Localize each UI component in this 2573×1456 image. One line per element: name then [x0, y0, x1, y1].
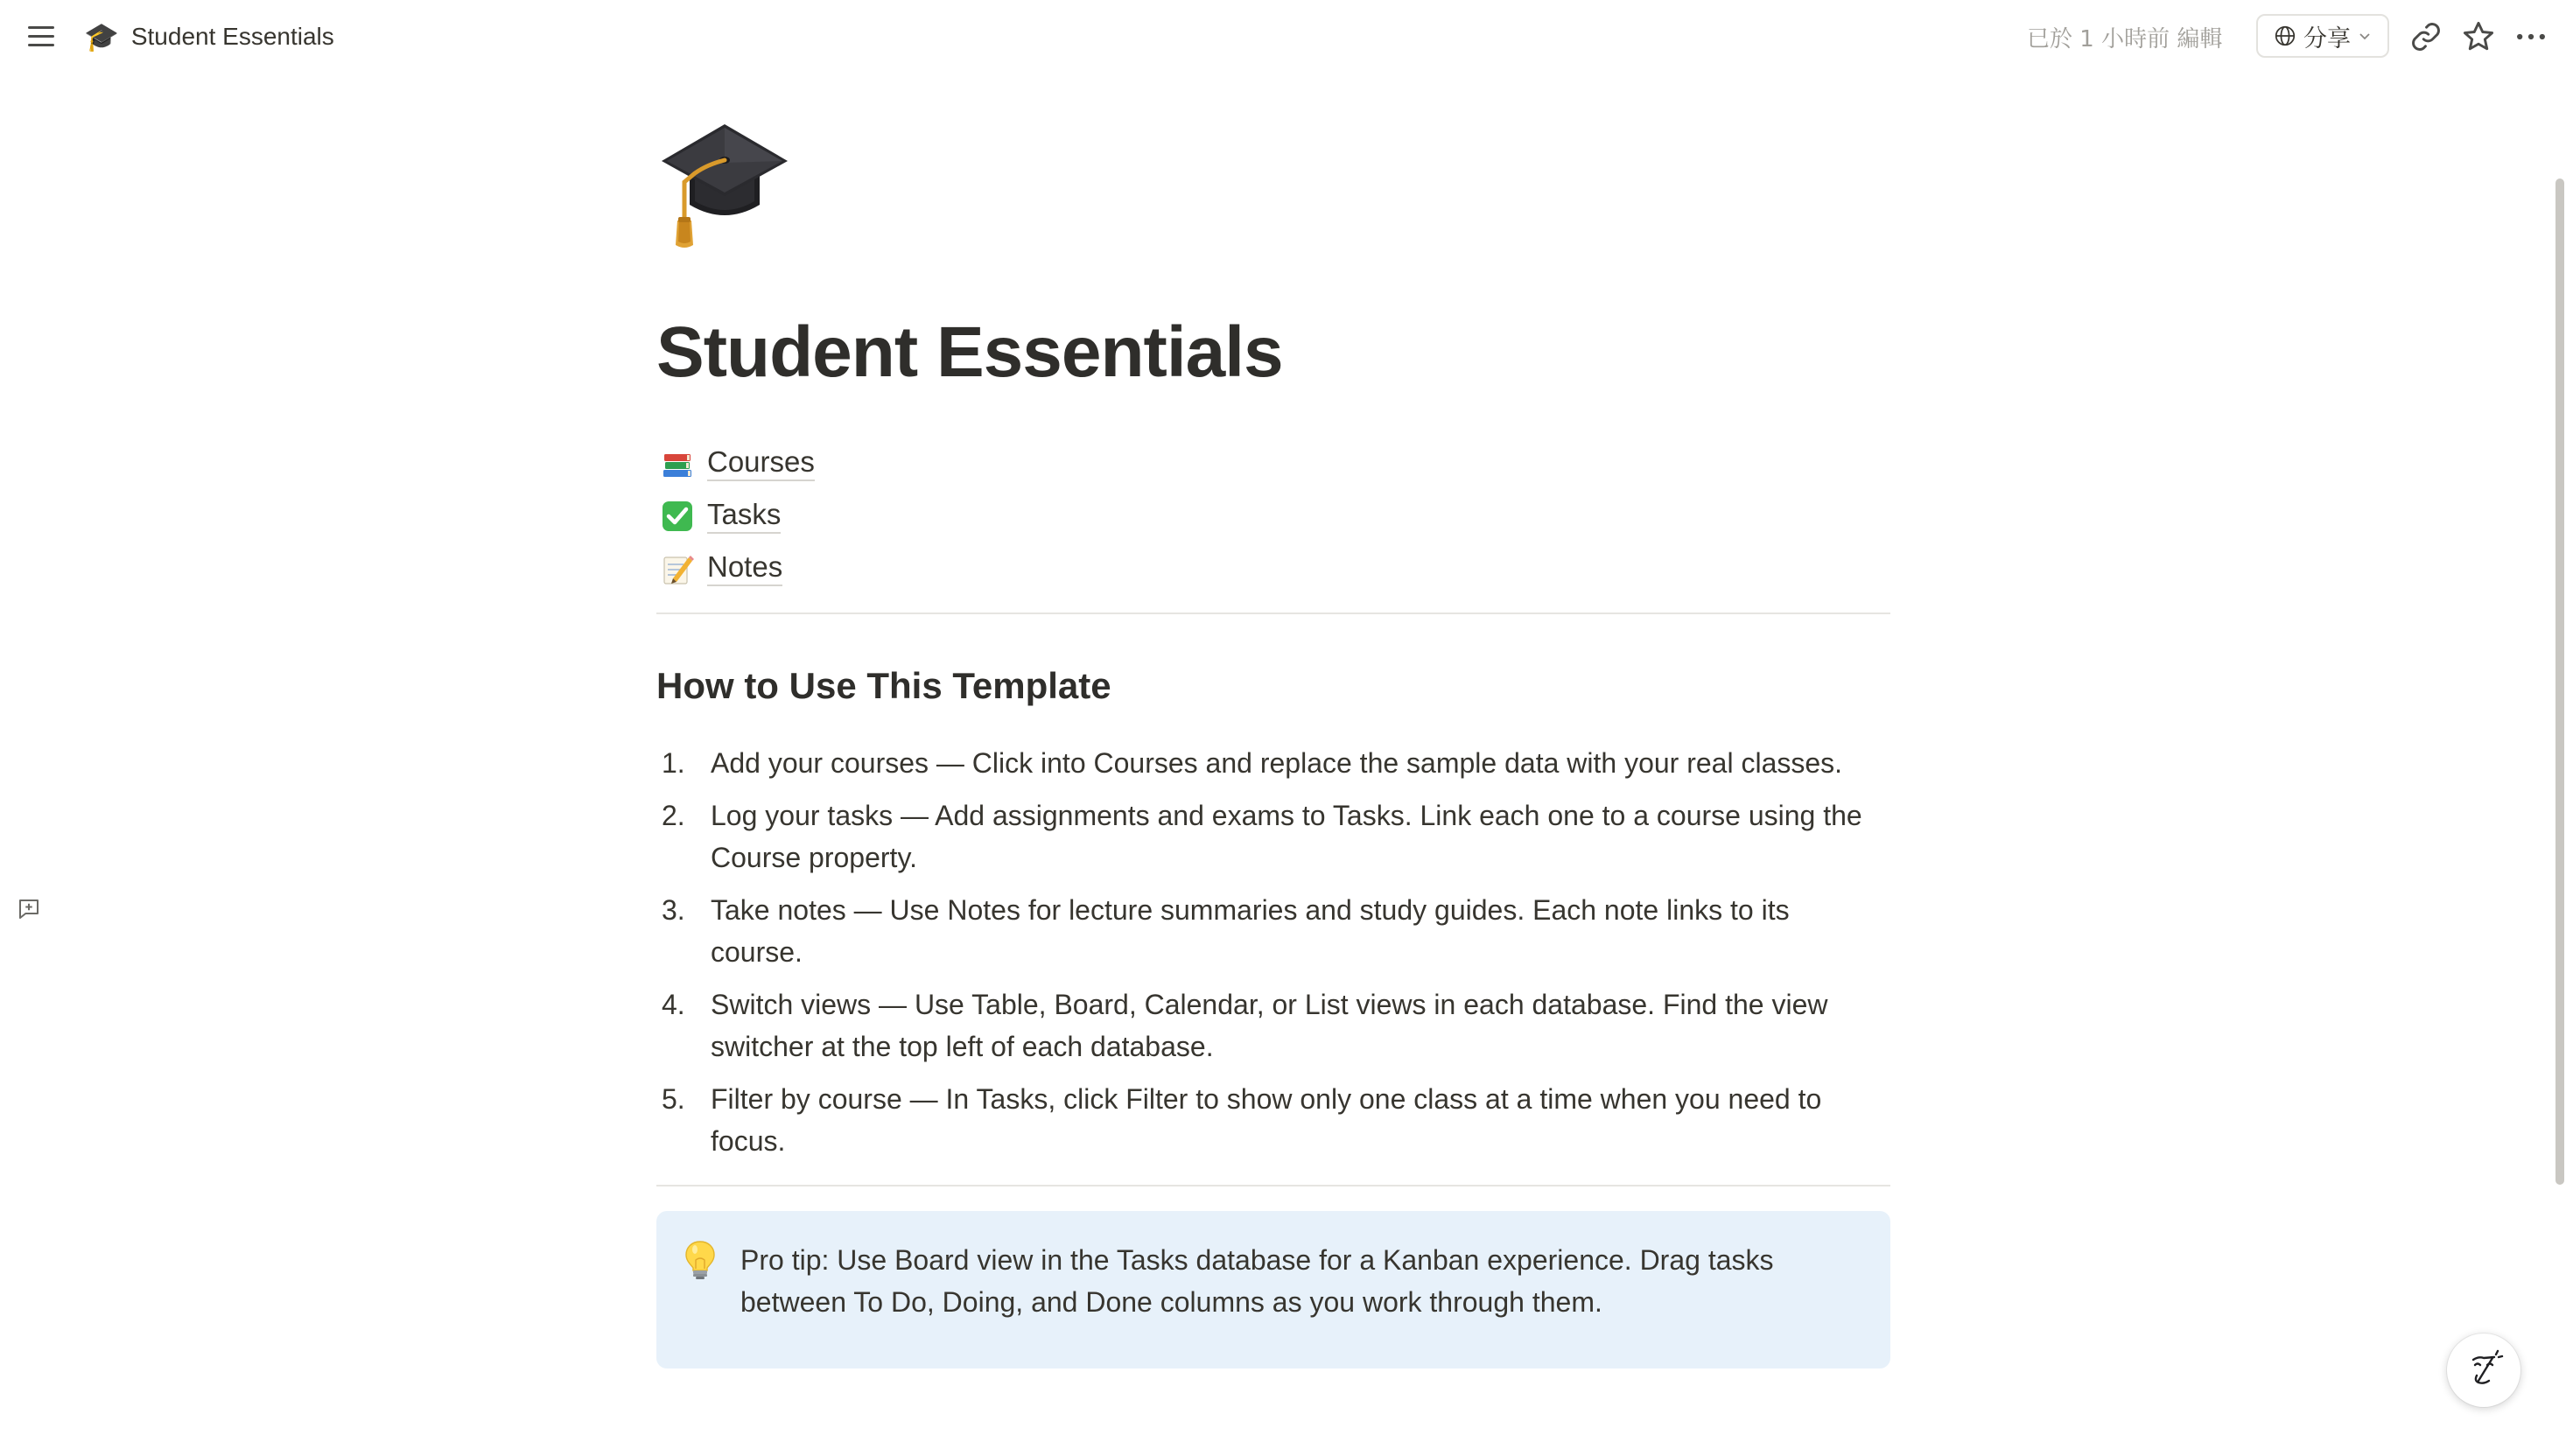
ai-assistant-button[interactable] [2447, 1334, 2520, 1407]
page-link-notes[interactable] [658, 542, 815, 595]
linked-pages [658, 438, 815, 595]
page-link-label[interactable]: Tasks [707, 499, 781, 534]
list-number: 3. [662, 894, 685, 926]
chevron-down-icon [2358, 29, 2372, 43]
more-options-icon[interactable] [2512, 18, 2550, 56]
divider [656, 1185, 1890, 1186]
share-label: 分享 [2303, 24, 2351, 52]
numbered-list [662, 742, 1887, 1172]
callout-text[interactable]: Pro tip: Use Board view in the Tasks database for a Kanban experience. Drag tasks between To Do, Doing, and Done columns as you work through them. [740, 1244, 1774, 1318]
ai-face-icon [2463, 1349, 2505, 1391]
pro-tip-callout[interactable] [656, 1211, 1890, 1368]
scrollbar-thumb[interactable] [2555, 178, 2564, 1185]
list-item-text[interactable]: Filter by course — In Tasks, click Filter to show only one class at a time when you need to focus. [711, 1083, 1822, 1157]
list-item-text[interactable]: Switch views — Use Table, Board, Calendar, or List views in each database. Find the view switcher at the top left of each database. [711, 989, 1828, 1062]
list-item[interactable] [662, 1078, 1887, 1162]
list-number: 2. [662, 800, 685, 831]
graduation-cap-icon: 🎓 [84, 20, 119, 53]
check-mark-icon [658, 497, 697, 536]
page-link-courses[interactable] [658, 438, 815, 490]
page-link-label[interactable]: Notes [707, 551, 782, 586]
add-comment-icon[interactable] [16, 896, 42, 922]
memo-icon [658, 550, 697, 588]
list-item[interactable] [662, 794, 1887, 878]
page-title[interactable]: Student Essentials [656, 312, 1283, 392]
globe-icon [2274, 24, 2296, 47]
copy-link-icon[interactable] [2407, 18, 2445, 56]
sidebar-menu-icon[interactable] [25, 21, 60, 52]
page-link-tasks[interactable] [658, 490, 815, 542]
list-item[interactable] [662, 984, 1887, 1068]
list-number: 4. [662, 989, 685, 1020]
share-button[interactable] [2256, 14, 2389, 58]
lightbulb-icon[interactable] [683, 1239, 718, 1281]
graduation-cap-icon[interactable] [655, 110, 795, 250]
list-item-text[interactable]: Add your courses — Click into Courses and replace the sample data with your real classes. [711, 747, 1843, 779]
breadcrumb[interactable] [84, 18, 334, 56]
list-item-text[interactable]: Take notes — Use Notes for lecture summaries and study guides. Each note links to its course. [711, 894, 1790, 968]
list-item[interactable] [662, 742, 1887, 784]
section-heading[interactable]: How to Use This Template [656, 665, 1111, 706]
page-link-label[interactable]: Courses [707, 446, 815, 481]
list-item-text[interactable]: Log your tasks — Add assignments and exams to Tasks. Link each one to a course using the Course property. [711, 800, 1862, 873]
books-icon [658, 444, 697, 483]
list-number: 1. [662, 747, 685, 779]
list-item[interactable] [662, 889, 1887, 973]
list-number: 5. [662, 1083, 685, 1115]
divider [656, 612, 1890, 614]
breadcrumb-title: Student Essentials [130, 23, 334, 50]
last-edited-text: 已於 1 小時前 編輯 [2027, 26, 2223, 52]
star-icon[interactable] [2459, 18, 2498, 56]
top-bar [0, 0, 2573, 74]
